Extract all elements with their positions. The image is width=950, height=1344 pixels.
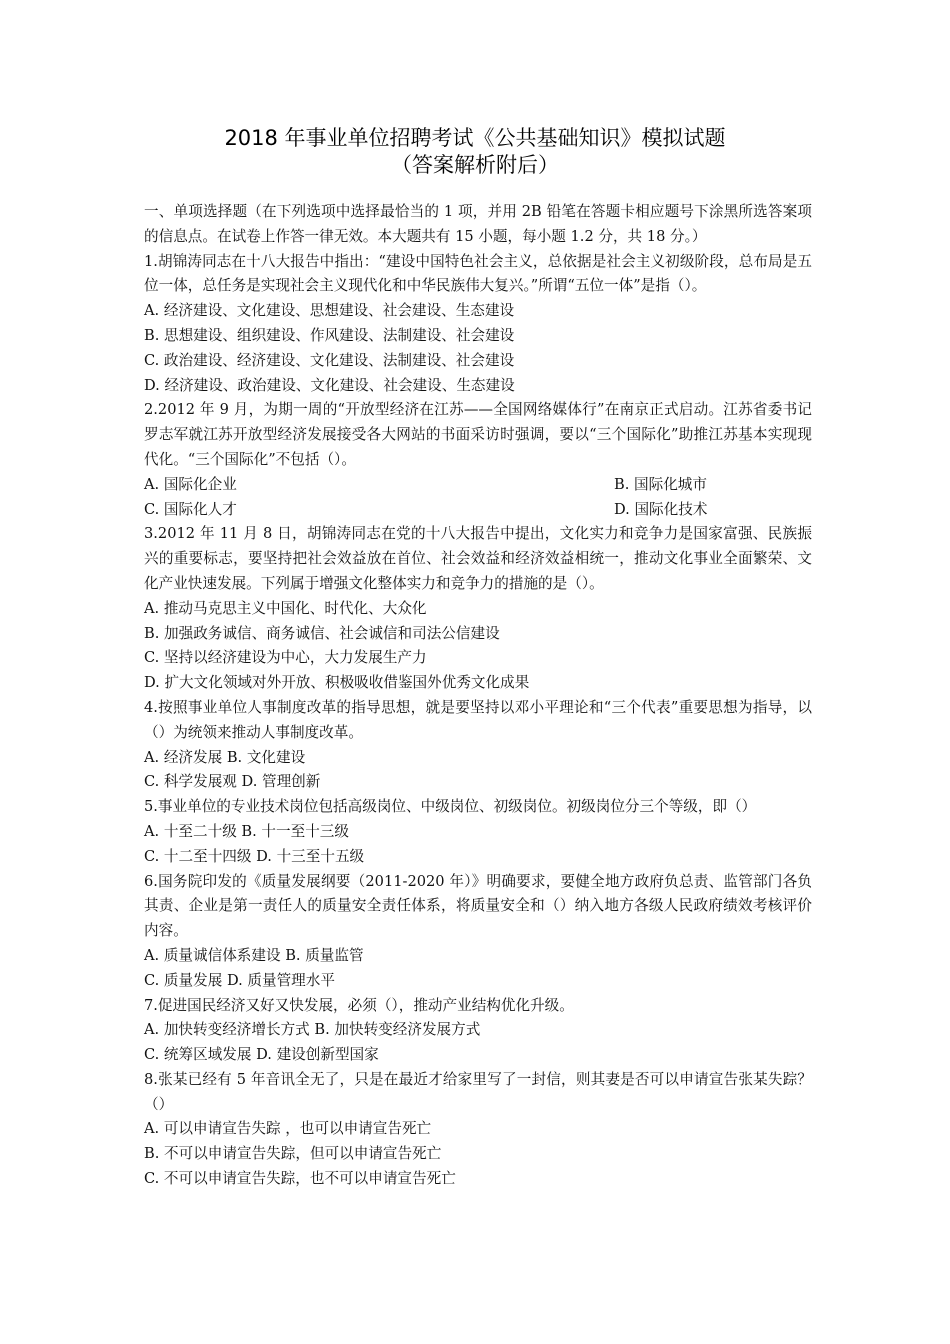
question-3-stem: 3.2012 年 11 月 8 日，胡锦涛同志在党的十八大报告中提出，文化实力和竞争力是国家富强、民族振兴的重要标志，要坚持把社会效益放在首位、社会效益和经济效益相统一，推动文化事业全面繁荣、文化产业快速发展。下列属于增强文化整体实力和竞争力的措施的是（）。 xyxy=(144,525,812,592)
question-2-option-a: A. 国际化企业 xyxy=(144,475,237,493)
document-body xyxy=(144,200,812,1192)
question-8-option-b: B. 不可以申请宣告失踪，但可以申请宣告死亡 xyxy=(144,1145,442,1163)
question-7-stem: 7.促进国民经济又好又快发展，必须（），推动产业结构优化升级。 xyxy=(144,996,574,1014)
question-2-option-d: D. 国际化技术 xyxy=(614,500,708,518)
question-4-options-cd: C. 科学发展观 D. 管理创新 xyxy=(144,773,321,791)
question-8-option-c: C. 不可以申请宣告失踪，也不可以申请宣告死亡 xyxy=(144,1170,456,1188)
question-7-options-cd: C. 统筹区域发展 D. 建设创新型国家 xyxy=(144,1046,379,1064)
question-2-options-row-1 xyxy=(144,473,812,498)
question-3-option-d: D. 扩大文化领域对外开放、积极吸收借鉴国外优秀文化成果 xyxy=(144,674,530,692)
question-6-options-ab: A. 质量诚信体系建设 B. 质量监管 xyxy=(144,946,364,964)
question-8-stem: 8.张某已经有 5 年音讯全无了，只是在最近才给家里写了一封信，则其妻是否可以申请宣告张某失踪？（） xyxy=(144,1070,812,1113)
question-2-options-row-2 xyxy=(144,498,812,523)
question-6-options-cd: C. 质量发展 D. 质量管理水平 xyxy=(144,971,335,989)
question-5-stem: 5.事业单位的专业技术岗位包括高级岗位、中级岗位、初级岗位。初级岗位分三个等级，即（） xyxy=(144,798,757,816)
question-6-stem: 6.国务院印发的《质量发展纲要（2011-2020 年）》明确要求，要健全地方政府负总责、监管部门各负其责、企业是第一责任人的质量安全责任体系，将质量安全和（）纳入地方各级人民政府绩效考核评价内容。 xyxy=(144,872,812,940)
document-title: 2018 年事业单位招聘考试《公共基础知识》模拟试题 xyxy=(224,126,726,150)
question-1-option-d: D. 经济建设、政治建设、文化建设、社会建设、生态建设 xyxy=(144,376,515,394)
question-2-option-c: C. 国际化人才 xyxy=(144,500,237,518)
question-3-option-c: C. 坚持以经济建设为中心，大力发展生产力 xyxy=(144,649,427,667)
question-1-option-a: A. 经济建设、文化建设、思想建设、社会建设、生态建设 xyxy=(144,302,515,320)
question-3-option-b: B. 加强政务诚信、商务诚信、社会诚信和司法公信建设 xyxy=(144,624,500,642)
document-subtitle: （答案解析附后） xyxy=(391,153,559,177)
title-block xyxy=(0,124,950,178)
question-4-stem: 4.按照事业单位人事制度改革的指导思想，就是要坚持以邓小平理论和“三个代表”重要思想为指导，以（）为统领来推动人事制度改革。 xyxy=(144,698,812,741)
question-4-options-ab: A. 经济发展 B. 文化建设 xyxy=(144,748,306,766)
question-5-options-cd: C. 十二至十四级 D. 十三至十五级 xyxy=(144,847,365,865)
question-1-stem: 1.胡锦涛同志在十八大报告中指出：“建设中国特色社会主义，总依据是社会主义初级阶段，总布局是五位一体，总任务是实现社会主义现代化和中华民族伟大复兴。”所谓“五位一体”是指（）。 xyxy=(144,252,812,295)
question-2-stem: 2.2012 年 9 月，为期一周的“开放型经济在江苏——全国网络媒体行”在南京正式启动。江苏省委书记罗志军就江苏开放型经济发展接受各大网站的书面采访时强调，要以“三个国际化”助推江苏基本实现现代化。“三个国际化”不包括（）。 xyxy=(144,401,812,468)
question-1-option-c: C. 政治建设、经济建设、文化建设、法制建设、社会建设 xyxy=(144,351,515,369)
question-3-option-a: A. 推动马克思主义中国化、时代化、大众化 xyxy=(144,599,427,617)
section-instructions: 一、单项选择题（在下列选项中选择最恰当的 1 项，并用 2B 铅笔在答题卡相应题号下涂黑所选答案项的信息点。在试卷上作答一律无效。本大题共有 15 小题，每小题 1.2 分，共 18 分。） xyxy=(144,203,812,245)
question-7-options-ab: A. 加快转变经济增长方式 B. 加快转变经济发展方式 xyxy=(144,1021,481,1039)
question-2-option-b: B. 国际化城市 xyxy=(614,475,707,493)
question-8-option-a: A. 可以申请宣告失踪 ，也可以申请宣告死亡 xyxy=(144,1120,432,1138)
question-1-option-b: B. 思想建设、组织建设、作风建设、法制建设、社会建设 xyxy=(144,326,515,344)
question-5-options-ab: A. 十至二十级 B. 十一至十三级 xyxy=(144,822,349,840)
